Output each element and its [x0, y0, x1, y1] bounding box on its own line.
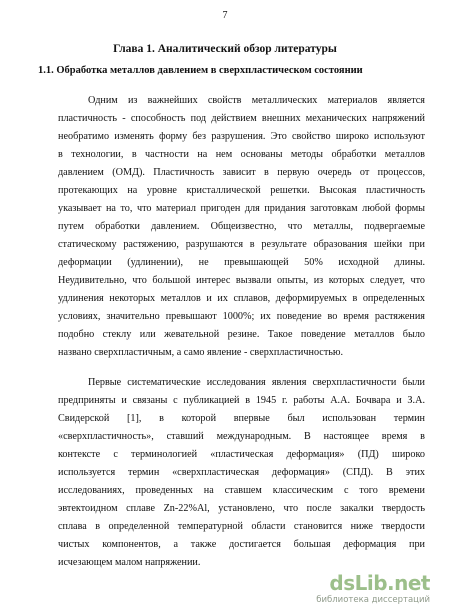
- watermark: [300, 571, 430, 607]
- text-line: удлинения некоторых металлов и их сплавов, деформируемых в определенных: [58, 293, 425, 304]
- text-line: протекающих на уровне кристаллической решетки. Высокая пластичность: [58, 185, 425, 196]
- text-line: необратимо изменять форму без разрушения. Это свойство широко используют: [58, 131, 425, 142]
- text-line: «сверхпластичность», ставший международным. В настоящее время в: [58, 431, 425, 442]
- text-line: исчезающем малом напряжении.: [58, 557, 201, 568]
- text-line: сплава в определенной температурной области становится ниже твердости: [58, 521, 425, 532]
- text-line: Одним из важнейших свойств металлических материалов является: [88, 95, 425, 106]
- text-line: Первые систематические исследования явления сверхпластичности были: [88, 377, 425, 388]
- page-number: 7: [222, 10, 228, 21]
- watermark-caption: библиотека диссертаций: [316, 595, 430, 605]
- text-line: условиях, значительно превышают 1000%; их поведение во время растяжения: [58, 311, 425, 322]
- watermark-logo: dsLib.net: [329, 571, 430, 595]
- text-line: контексте с терминологией «пластическая деформация» (ПД) широко: [58, 449, 425, 460]
- text-line: названо сверхпластичным, а само явление - сверхпластичностью.: [58, 347, 344, 358]
- text-line: эвтектоидном сплаве Zn-22%Al, установлено, что после закалки твердость: [58, 503, 425, 514]
- text-line: деформации (удлинении), не превышающей 50% исходной длины.: [58, 257, 425, 268]
- chapter-title: Глава 1. Аналитический обзор литературы: [113, 43, 337, 55]
- text-line: в технологии, в частности на нем основаны методы обработки металлов: [58, 149, 425, 160]
- text-line: пластичность - способность под действием внешних механических напряжений: [58, 113, 425, 124]
- text-line: путем обработки давлением. Общеизвестно, что металлы, подвергаемые: [58, 221, 425, 232]
- text-line: Свидерской [1], в которой впервые был использован термин: [58, 413, 425, 424]
- text-line: исследованиях, проведенных на ставшем классическим с того времени: [58, 485, 425, 496]
- text-line: статическому растяжению, разрушаются в результате образования шейки при: [58, 239, 425, 250]
- text-line: давлением (ОМД). Пластичность зависит в первую очередь от процессов,: [58, 167, 425, 178]
- text-line: указывает на то, что материал пригоден для придания заготовкам любой формы: [58, 203, 425, 214]
- text-line: используется термин «сверхпластическая деформация» (СПД). В этих: [58, 467, 425, 478]
- text-line: подобно стеклу или жевательной резине. Такое поведение металлов было: [58, 329, 425, 340]
- text-line: чистых компонентов, а также достигается большая деформация при: [58, 539, 425, 550]
- text-line: Неудивительно, что большой интерес вызвали опыты, из которых следует, что: [58, 275, 425, 286]
- section-title: 1.1. Обработка металлов давлением в сверхпластическом состоянии: [38, 65, 363, 76]
- text-line: предприняты и связаны с публикацией в 1945 г. работы А.А. Бочвара и З.А.: [58, 395, 425, 406]
